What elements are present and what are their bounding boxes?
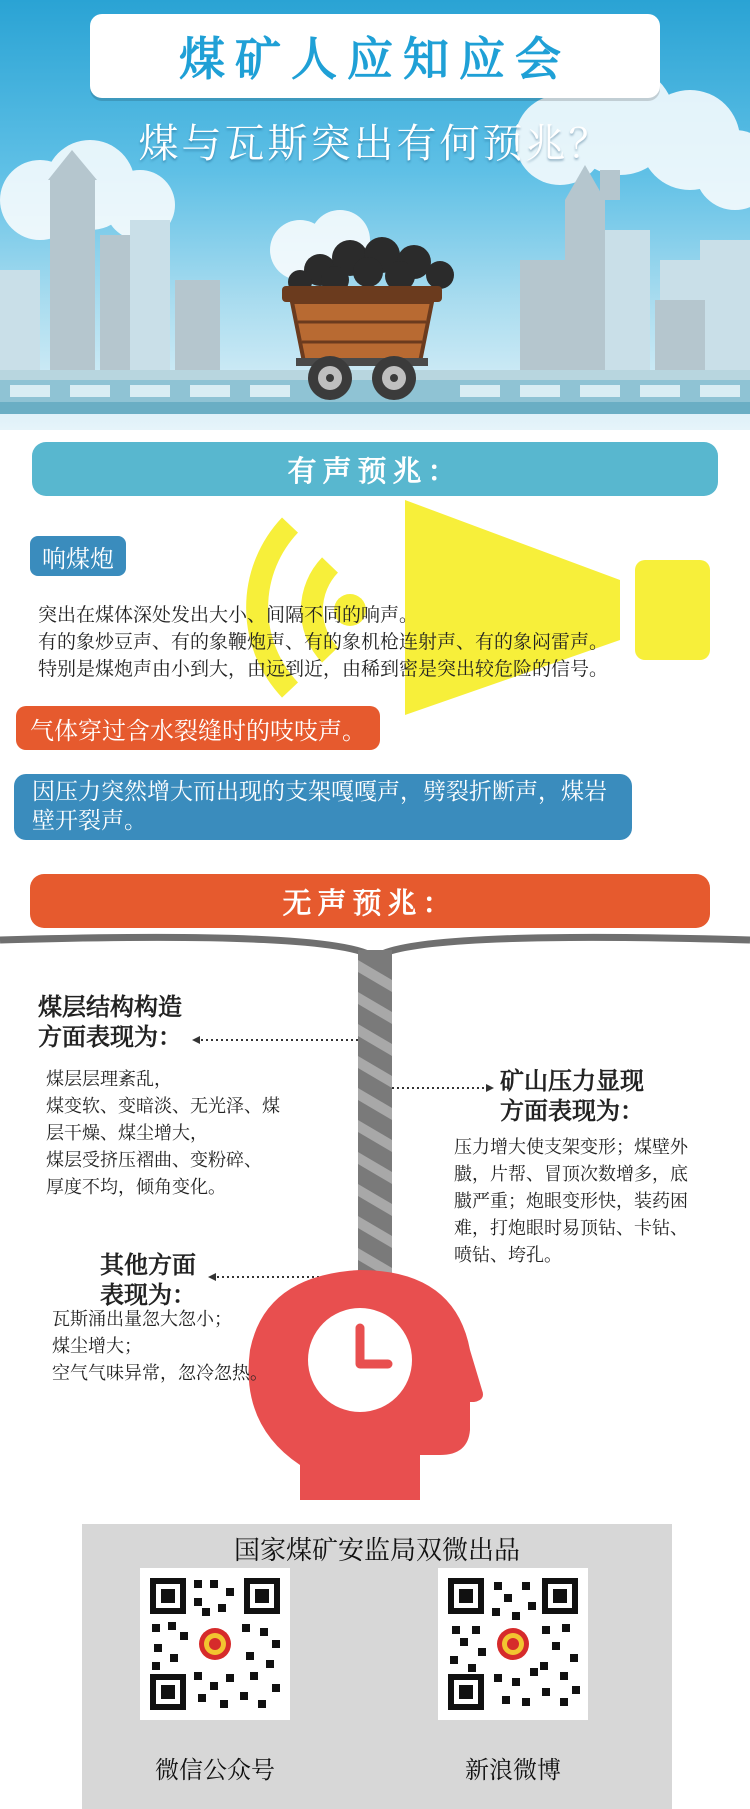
heading-line: 表现为：: [100, 1281, 196, 1309]
heading-line: 矿山压力显现: [500, 1067, 644, 1095]
wechat-qr-code[interactable]: [140, 1568, 290, 1720]
qr-code-icon: [140, 1568, 290, 1720]
national-emblem-icon: [497, 1628, 529, 1660]
sound-description: [38, 602, 718, 683]
heading-line: 煤层结构构造: [38, 993, 182, 1021]
heading-line: 方面表现为：: [38, 1023, 182, 1051]
body-line: 难，打炮眼时易顶钻、卡钻、: [454, 1218, 688, 1239]
body-line: 煤层层理紊乱，: [46, 1069, 172, 1090]
heading-line: 其他方面: [100, 1251, 196, 1279]
other-aspects-heading: [100, 1250, 260, 1310]
body-line: 臌，片帮、冒顶次数增多，底: [454, 1164, 688, 1185]
body-line: 煤尘增大；: [52, 1336, 142, 1357]
body-line: 压力增大使支架变形；煤壁外: [454, 1137, 688, 1158]
sound-signs-banner: 有声预兆：: [32, 442, 718, 496]
sound-desc-line: 有的象炒豆声、有的象鞭炮声、有的象机枪连射声、有的象闷雷声。: [38, 631, 609, 653]
body-line: 空气气味异常，忽冷忽热。: [52, 1363, 268, 1384]
body-line: 臌严重；炮眼变形快，装药困: [454, 1191, 688, 1212]
body-line: 煤变软、变暗淡、无光泽、煤: [46, 1096, 280, 1117]
coal-cannon-tag: 响煤炮: [30, 536, 126, 576]
page-title: 煤矿人应知应会: [179, 32, 571, 86]
body-line: 瓦斯涌出量忽大忽小；: [52, 1309, 232, 1330]
qr-code-icon: [438, 1568, 588, 1720]
page-subtitle: 煤与瓦斯突出有何预兆？: [138, 121, 612, 167]
body-line: 层干燥、煤尘增大，: [46, 1123, 208, 1144]
coal-seam-heading: [38, 992, 238, 1052]
weibo-label: 新浪微博: [465, 1756, 561, 1784]
title-card: [90, 14, 660, 98]
footer-title: 国家煤矿安监局双微出品: [233, 1536, 520, 1566]
body-line: 喷钻、垮孔。: [454, 1245, 562, 1266]
coal-seam-body: [46, 1066, 346, 1201]
other-aspects-body: [52, 1306, 352, 1387]
wechat-label: 微信公众号: [155, 1756, 275, 1784]
heading-line: 方面表现为：: [500, 1097, 644, 1125]
sound-desc-line: 突出在煤体深处发出大小、间隔不同的响声。: [38, 604, 419, 626]
body-line: 厚度不均，倾角变化。: [46, 1177, 226, 1198]
silent-signs-banner: 无声预兆：: [30, 874, 710, 928]
weibo-qr-code[interactable]: [438, 1568, 588, 1720]
national-emblem-icon: [199, 1628, 231, 1660]
sound-desc-line: 特别是煤炮声由小到大，由远到近，由稀到密是突出较危险的信号。: [38, 658, 609, 680]
support-creak-tag: 因压力突然增大而出现的支架嘎嘎声，劈裂折断声，煤岩壁开裂声。: [14, 774, 632, 840]
hiss-sound-tag: 气体穿过含水裂缝时的吱吱声。: [16, 706, 380, 750]
mine-pressure-heading: [500, 1066, 720, 1126]
mine-pressure-body: [454, 1134, 744, 1269]
body-line: 煤层受挤压褶曲、变粉碎、: [46, 1150, 262, 1171]
